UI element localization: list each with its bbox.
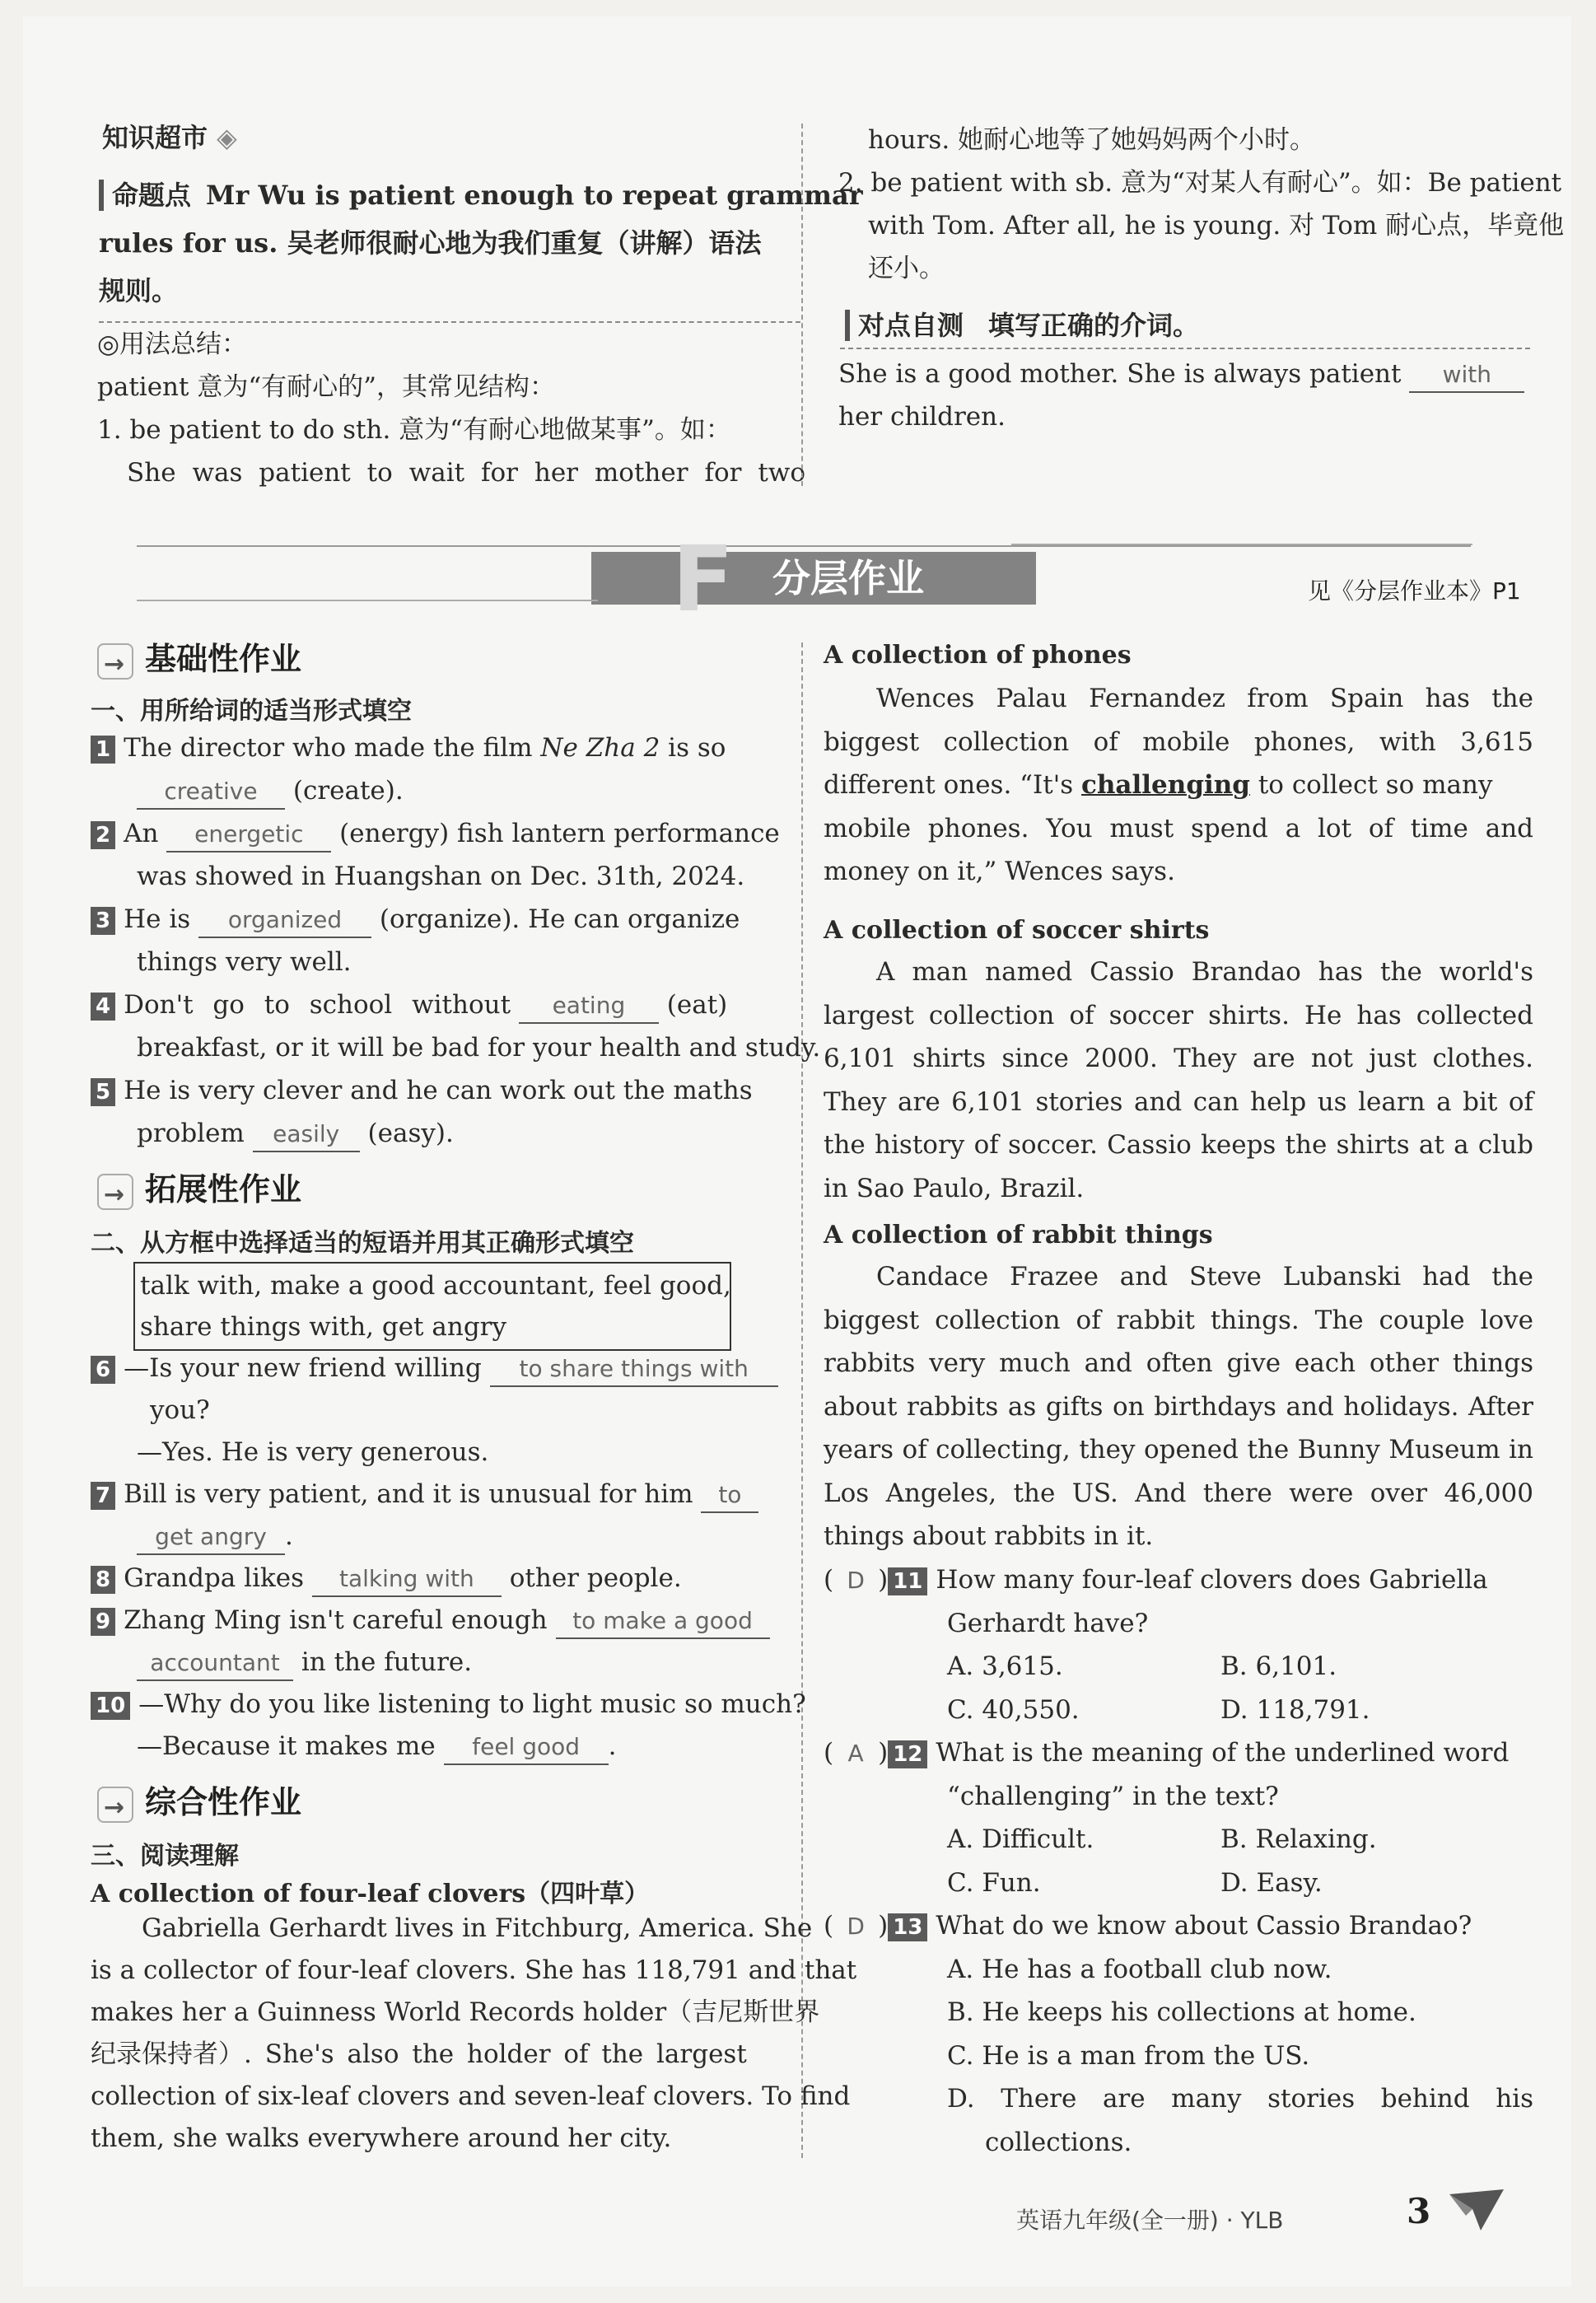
q8-text-a: Grandpa likes (124, 1563, 305, 1593)
underlined-word: challenging (1081, 770, 1250, 800)
worksheet-page (23, 16, 1571, 2287)
question-1-cont (91, 769, 799, 812)
q11-option-a: A. 3,615. (947, 1651, 1063, 1681)
rabbits-line: Los Angeles, the US. And there were over 46,000 (824, 1478, 1533, 1508)
q3-text-c: things very well. (137, 947, 352, 977)
q7-number: 7 (91, 1482, 115, 1510)
q5-text-b: problem (137, 1119, 245, 1148)
phones-passage (824, 677, 1533, 894)
page-number: 3 (1407, 2191, 1431, 2231)
rabbits-line: about rabbits as gifts on birthdays and holidays. After (824, 1391, 1533, 1422)
selftest-header (845, 305, 1553, 343)
q4-text-a: Don't go to school without (124, 990, 511, 1020)
q1-text-b: is so (660, 733, 726, 763)
q8-answer: talking with (312, 1563, 502, 1597)
q9-answer-part2: accountant (137, 1647, 293, 1681)
phrase-box-line2: share things with, get angry (140, 1312, 506, 1342)
comprehensive-instruction: 三、阅读理解 (91, 1842, 239, 1871)
q11-options-row2 (824, 1689, 1533, 1732)
q13-option-a: A. He has a football club now. (947, 1954, 1332, 1984)
q5-text-a: He is very clever and he can work out the maths (124, 1076, 753, 1105)
q12-stem: What is the meaning of the underlined word (936, 1738, 1510, 1768)
basic-section-title (97, 636, 301, 682)
rabbits-line: rabbits very much and often give each other things (824, 1348, 1533, 1378)
q12-option-b: B. Relaxing. (1220, 1824, 1377, 1854)
q9-number: 9 (91, 1608, 115, 1636)
question-5 (91, 1069, 799, 1112)
basic-instruction: 一、用所给词的适当形式填空 (91, 697, 412, 726)
q10-text-c: . (608, 1731, 617, 1761)
q2-text-a: An (124, 819, 159, 848)
phones-title: A collection of phones (824, 641, 1132, 670)
topic-line2: rules for us. 吴老师很耐心地为我们重复（讲解）语法 (99, 227, 762, 259)
q9-text-a: Zhang Ming isn't careful enough (124, 1605, 548, 1635)
q4-answer: eating (519, 989, 659, 1024)
phones-line-3a: different ones. “It's (824, 770, 1081, 800)
q11-stem: How many four-leaf clovers does Gabriella (936, 1565, 1488, 1595)
question-11: ( D ) 11 How many four-leaf clovers does Gabriella (824, 1558, 1533, 1602)
q12-stem-cont: “challenging” in the text? (947, 1781, 1279, 1811)
q3-answer: organized (198, 904, 371, 938)
q5-text-c: (easy). (367, 1119, 454, 1148)
clovers-line: collection of six-leaf clovers and seven-leaf clovers. To find (91, 2081, 851, 2111)
question-10 (91, 1684, 806, 1726)
q13-number: 13 (888, 1913, 927, 1941)
question-5-cont (91, 1112, 799, 1155)
q4-text-b: (eat) (666, 990, 728, 1020)
clovers-line: them, she walks everywhere around her city. (91, 2123, 672, 2153)
extend-instruction: 二、从方框中选择适当的短语并用其正确形式填空 (91, 1229, 634, 1258)
q8-text-b: other people. (509, 1563, 682, 1593)
question-12: ( A ) 12 What is the meaning of the underlined word (824, 1731, 1533, 1775)
usage2-line1: 2. be patient with sb. 意为“对某人有耐心”。如：Be patient (838, 168, 1562, 198)
question-9 (91, 1600, 799, 1642)
topic-block (99, 171, 863, 315)
extend-questions (91, 1348, 806, 1768)
q3-number: 3 (91, 907, 115, 935)
basic-title-text: 基础性作业 (145, 641, 302, 677)
phones-line: money on it,” Wences says. (824, 857, 1175, 886)
selftest-tag: 对点自测 (845, 310, 964, 341)
phones-line: biggest collection of mobile phones, with 3,615 (824, 726, 1533, 757)
column-divider-top (801, 124, 803, 486)
arrow-icon (97, 643, 133, 680)
q1-text-c: (create). (292, 776, 404, 806)
q11-option-b: B. 6,101. (1220, 1651, 1337, 1681)
bird-logo-icon (1448, 2186, 1505, 2232)
question-9-cont (91, 1642, 799, 1684)
phones-line-3b: to collect so many (1249, 770, 1493, 800)
q12-option-a: A. Difficult. (947, 1824, 1094, 1854)
selftest-line1: She is a good mother. She is always patient (838, 359, 1402, 389)
q10-answer: feel good (444, 1731, 609, 1765)
q4-number: 4 (91, 993, 115, 1021)
banner-rule-right (1011, 544, 1472, 545)
q2-text-c: was showed in Huangshan on Dec. 31th, 2024. (137, 862, 745, 891)
shirts-line: in Sao Paulo, Brazil. (824, 1173, 1085, 1203)
rabbits-line: years of collecting, they opened the Bunny Museum in (824, 1435, 1533, 1464)
clovers-line: 纪录保持者）. She's also the holder of the largest (91, 2039, 747, 2069)
question-8 (91, 1558, 799, 1600)
usage2-line2: with Tom. After all, he is young. 对 Tom 耐心点，毕竟他 (868, 211, 1565, 241)
clovers-passage (91, 1908, 857, 2160)
q2-number: 2 (91, 821, 115, 849)
rabbits-title: A collection of rabbit things (824, 1221, 1213, 1250)
q1-number: 1 (91, 736, 115, 764)
q5-answer: easily (253, 1118, 360, 1152)
banner-rule-bottom (137, 600, 598, 601)
question-10-cont (91, 1726, 799, 1768)
shirts-line: A man named Cassio Brandao has the world's (876, 957, 1533, 987)
knowledge-heading-text: 知识超市 (102, 122, 208, 153)
q13-answer: D (847, 1913, 865, 1940)
q7-text-b: . (285, 1521, 293, 1551)
comprehensive-title-text: 综合性作业 (145, 1784, 302, 1820)
q6-number: 6 (91, 1356, 115, 1384)
q2-answer: energetic (166, 818, 331, 853)
selftest-divider (840, 348, 1530, 349)
clovers-line: makes her a Guinness World Records holder（吉尼斯世界 (91, 1997, 820, 2027)
usage-intro: patient 意为“有耐心的”，其常见结构： (97, 372, 556, 402)
q12-option-c: C. Fun. (947, 1867, 1041, 1898)
usage1-line1: 1. be patient to do sth. 意为“有耐心地做某事”。如： (97, 415, 731, 445)
usage-continued (838, 119, 1565, 290)
q12-number: 12 (888, 1740, 927, 1768)
extend-section-title (97, 1166, 301, 1212)
shirts-line: 6,101 shirts since 2000. They are not just clothes. (824, 1044, 1533, 1073)
q7-answer-part2: get angry (137, 1521, 285, 1555)
q13-option-c: C. He is a man from the US. (947, 2040, 1310, 2071)
q13-option-b: B. He keeps his collections at home. (947, 1997, 1416, 2027)
rabbits-line: biggest collection of rabbit things. The couple love (824, 1305, 1533, 1335)
selftest-instruction: 填写正确的介词。 (988, 310, 1200, 341)
shirts-title: A collection of soccer shirts (824, 916, 1210, 945)
q5-number: 5 (91, 1078, 115, 1106)
comprehensive-section-title (97, 1779, 301, 1825)
basic-questions (91, 726, 821, 1155)
q12-options-row1 (824, 1818, 1533, 1862)
usage-title: ◎用法总结： (97, 329, 248, 359)
clovers-line: is a collector of four-leaf clovers. She has 118,791 and that (91, 1955, 857, 1985)
mc-questions (824, 1558, 1533, 2164)
q12-options-row2 (824, 1862, 1533, 1905)
clovers-title: A collection of four-leaf clovers（四叶草） (91, 1880, 650, 1908)
shirts-line: They are 6,101 stories and can help us learn a bit of (824, 1086, 1533, 1117)
question-6 (91, 1348, 799, 1390)
rabbits-line: Candace Frazee and Steve Lubanski had the (876, 1262, 1533, 1292)
q3-text-a: He is (124, 904, 191, 934)
question-2 (91, 812, 799, 855)
footer-book: 英语九年级(全一册) · YLB (1016, 2207, 1284, 2234)
rabbits-line: things about rabbits in it. (824, 1521, 1154, 1551)
arrow-icon (97, 1174, 133, 1210)
q11-answer: D (847, 1567, 865, 1594)
q6-text-c: —Yes. He is very generous. (137, 1437, 489, 1467)
q10-text-a: —Why do you like listening to light music so much? (138, 1689, 806, 1719)
q7-answer-part1: to (701, 1478, 758, 1513)
q11-option-c: C. 40,550. (947, 1694, 1080, 1725)
selftest-answer: with (1409, 358, 1524, 393)
phones-line-3 (824, 764, 1533, 807)
q3-text-b: (organize). He can organize (379, 904, 740, 934)
phones-line: Wences Palau Fernandez from Spain has the (876, 684, 1533, 713)
q11-option-d: D. 118,791. (1220, 1694, 1370, 1725)
topic-line1: Mr Wu is patient enough to repeat grammar (206, 180, 863, 211)
q6-text-a: —Is your new friend willing (124, 1353, 482, 1383)
shirts-line: the history of soccer. Cassio keeps the shirts at a club (824, 1130, 1533, 1160)
banner-title: 分层作业 (772, 556, 924, 600)
clovers-line: Gabriella Gerhardt lives in Fitchburg, America. She (142, 1913, 813, 1943)
rabbits-passage (824, 1255, 1533, 1558)
q13-option-d-cont: collections. (985, 2127, 1132, 2157)
banner-ref: 见《分层作业本》P1 (1308, 577, 1521, 605)
question-7 (91, 1474, 799, 1516)
banner-letter: F (672, 526, 735, 632)
question-13: ( D ) 13 What do we know about Cassio Brandao? (824, 1904, 1533, 1948)
phrase-box (133, 1262, 731, 1351)
q13-option-d: D. There are many stories behind his (947, 2084, 1533, 2114)
selftest-line2: her children. (838, 402, 1006, 432)
q1-answer: creative (137, 775, 285, 810)
question-4 (91, 983, 799, 1026)
diamond-icon: ◈ (217, 122, 237, 153)
question-1 (91, 726, 799, 769)
q9-answer-part1: to make a good (556, 1605, 770, 1639)
q10-text-b: —Because it makes me (137, 1731, 436, 1761)
q6-text-b: you? (150, 1395, 210, 1425)
question-3 (91, 898, 799, 941)
extend-title-text: 拓展性作业 (145, 1171, 302, 1208)
usage1-line3: hours. 她耐心地等了她妈妈两个小时。 (868, 125, 1316, 155)
q1-film: Ne Zha 2 (540, 733, 660, 763)
phones-line: mobile phones. You must spend a lot of time and (824, 813, 1533, 843)
knowledge-heading (102, 117, 237, 155)
question-7-cont (91, 1516, 799, 1558)
q8-number: 8 (91, 1566, 115, 1594)
banner (591, 526, 1036, 632)
topic-tag: 命题点 (99, 180, 191, 211)
usage2-line3: 还小。 (868, 254, 945, 283)
q13-stem: What do we know about Cassio Brandao? (936, 1911, 1472, 1941)
selftest-block (838, 353, 1547, 438)
q12-answer: A (847, 1740, 864, 1767)
q1-text-a: The director who made the film (124, 733, 541, 763)
q11-stem-cont: Gerhardt have? (947, 1608, 1149, 1638)
shirts-passage (824, 951, 1533, 1210)
q11-number: 11 (888, 1567, 927, 1595)
q7-text-a: Bill is very patient, and it is unusual for him (124, 1479, 693, 1509)
q4-text-c: breakfast, or it will be bad for your health and study. (137, 1033, 821, 1063)
q10-number: 10 (91, 1692, 130, 1720)
usage1-line2: She was patient to wait for her mother for two (127, 458, 805, 488)
q9-text-b: in the future. (301, 1647, 473, 1677)
q6-answer: to share things with (490, 1352, 778, 1387)
phrase-box-line1: talk with, make a good accountant, feel good, (140, 1271, 731, 1301)
arrow-icon (97, 1787, 133, 1823)
q12-option-d: D. Easy. (1220, 1867, 1323, 1898)
q11-options-row1 (824, 1645, 1533, 1689)
topic-line3: 规则。 (99, 275, 179, 306)
usage-block (97, 323, 805, 494)
shirts-line: largest collection of soccer shirts. He has collected (824, 1000, 1533, 1030)
q2-text-b: (energy) fish lantern performance (339, 819, 780, 848)
